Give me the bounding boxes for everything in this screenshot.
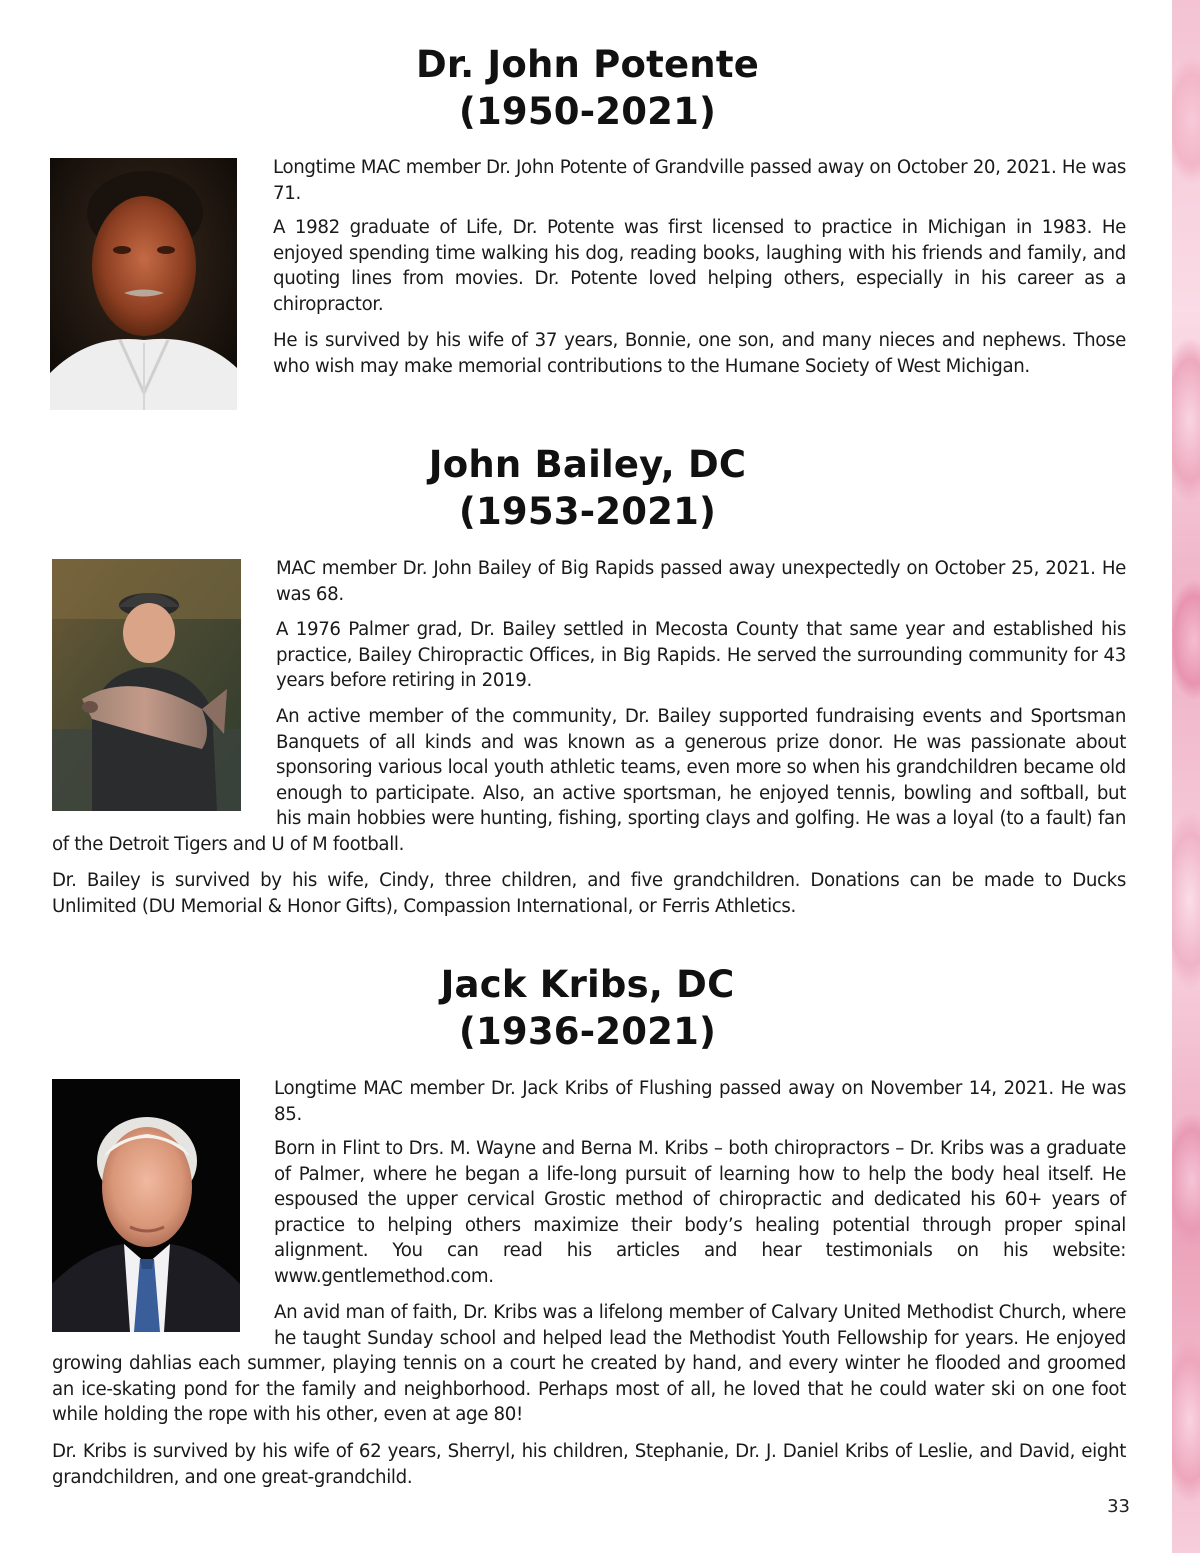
obituary-paragraph: A 1976 Palmer grad, Dr. Bailey settled in Mecosta County that same year and established his practice, Bailey Chiropractic Offices, in Big Rapids. He served the surrounding community for 43 years before retiring in 2019. [276,619,1126,691]
obituary-paragraph: An active member of the community, Dr. Bailey supported fundraising events and Sportsman Banquets of all kinds and was known as a generous prize donor. He was passionate about sponsoring various local youth athletic teams, even more so when his grandchildren became old enough to participate. Also, an active sportsman, he enjoyed tennis, bowling and softball, but his main hobbies were hunting, fishing, sporting clays and golfing. He was a loyal (to a fault) fan of the Detroit Tigers and U of M football. [52,706,1126,855]
obituary-paragraph: An avid man of faith, Dr. Kribs was a lifelong member of Calvary United Methodist Church, where he taught Sunday school and helped lead the Methodist Youth Fellowship for years. He enjoyed growing dahlias each summer, playing tennis on a court he created by hand, and every winter he flooded and groomed an ice-skating pond for the family and neighborhood. Perhaps most of all, he loved that he could water ski on one foot while holding the rope with his other, even at age 80! [52,1302,1126,1425]
obituary-wrap-paragraph [52,1300,1126,1428]
obituary-paragraph: Born in Flint to Drs. M. Wayne and Berna M. Kribs – both chiropractors – Dr. Kribs was a graduate of Palmer, where he began a life-long pursuit of learning how to help the body heal itself. He espoused the upper cervical Grostic method of chiropractic and dedicated his 60+ years of practice to helping others maximize their body’s healing potential through proper spinal alignment. You can read his articles and hear testimonials on his website: www.gentlemethod.com. [274,1138,1126,1287]
obituary-paragraph: A 1982 graduate of Life, Dr. Potente was first licensed to practice in Michigan in 1983. He enjoyed spending time walking his dog, reading books, laughing with his friends and family, and quoting lines from movies. Dr. Potente loved helping others, especially in his career as a chiropractor. [273,217,1126,315]
obituary-wrap-paragraph [52,704,1126,857]
page-number: 33 [1107,1496,1130,1517]
obituary-name: John Bailey, DC [428,443,747,486]
obituary-name: Jack Kribs, DC [440,963,735,1006]
obituary-years: (1953-2021) [458,490,717,533]
obituary-paragraph: Longtime MAC member Dr. Jack Kribs of Flushing passed away on November 14, 2021. He was 85. [274,1078,1126,1125]
obituary-paragraph: Dr. Kribs is survived by his wife of 62 years, Sherryl, his children, Stephanie, Dr. J. Daniel Kribs of Leslie, and David, eight grandchildren, and one great-grandchild. [52,1441,1126,1488]
obituary-name: Dr. John Potente [415,43,759,86]
obituary-years: (1950-2021) [458,90,717,133]
floral-border-image [1172,0,1200,1553]
obituary-paragraph: Longtime MAC member Dr. John Potente of Grandville passed away on October 20, 2021. He was 71. [273,157,1126,204]
obituary-paragraph: Dr. Bailey is survived by his wife, Cindy, three children, and five grandchildren. Donations can be made to Ducks Unlimited (DU Memorial & Honor Gifts), Compassion International, or Ferris Athletics. [52,870,1126,917]
obituary-years: (1936-2021) [458,1010,717,1053]
portrait-photo [50,158,237,410]
portrait-photo [52,1079,240,1332]
obituary-paragraph: He is survived by his wife of 37 years, Bonnie, one son, and many nieces and nephews. Those who wish may make memorial contributions to the Humane Society of West Michigan. [273,330,1126,377]
obituary-paragraph: MAC member Dr. John Bailey of Big Rapids passed away unexpectedly on October 25, 2021. He was 68. [276,558,1126,605]
